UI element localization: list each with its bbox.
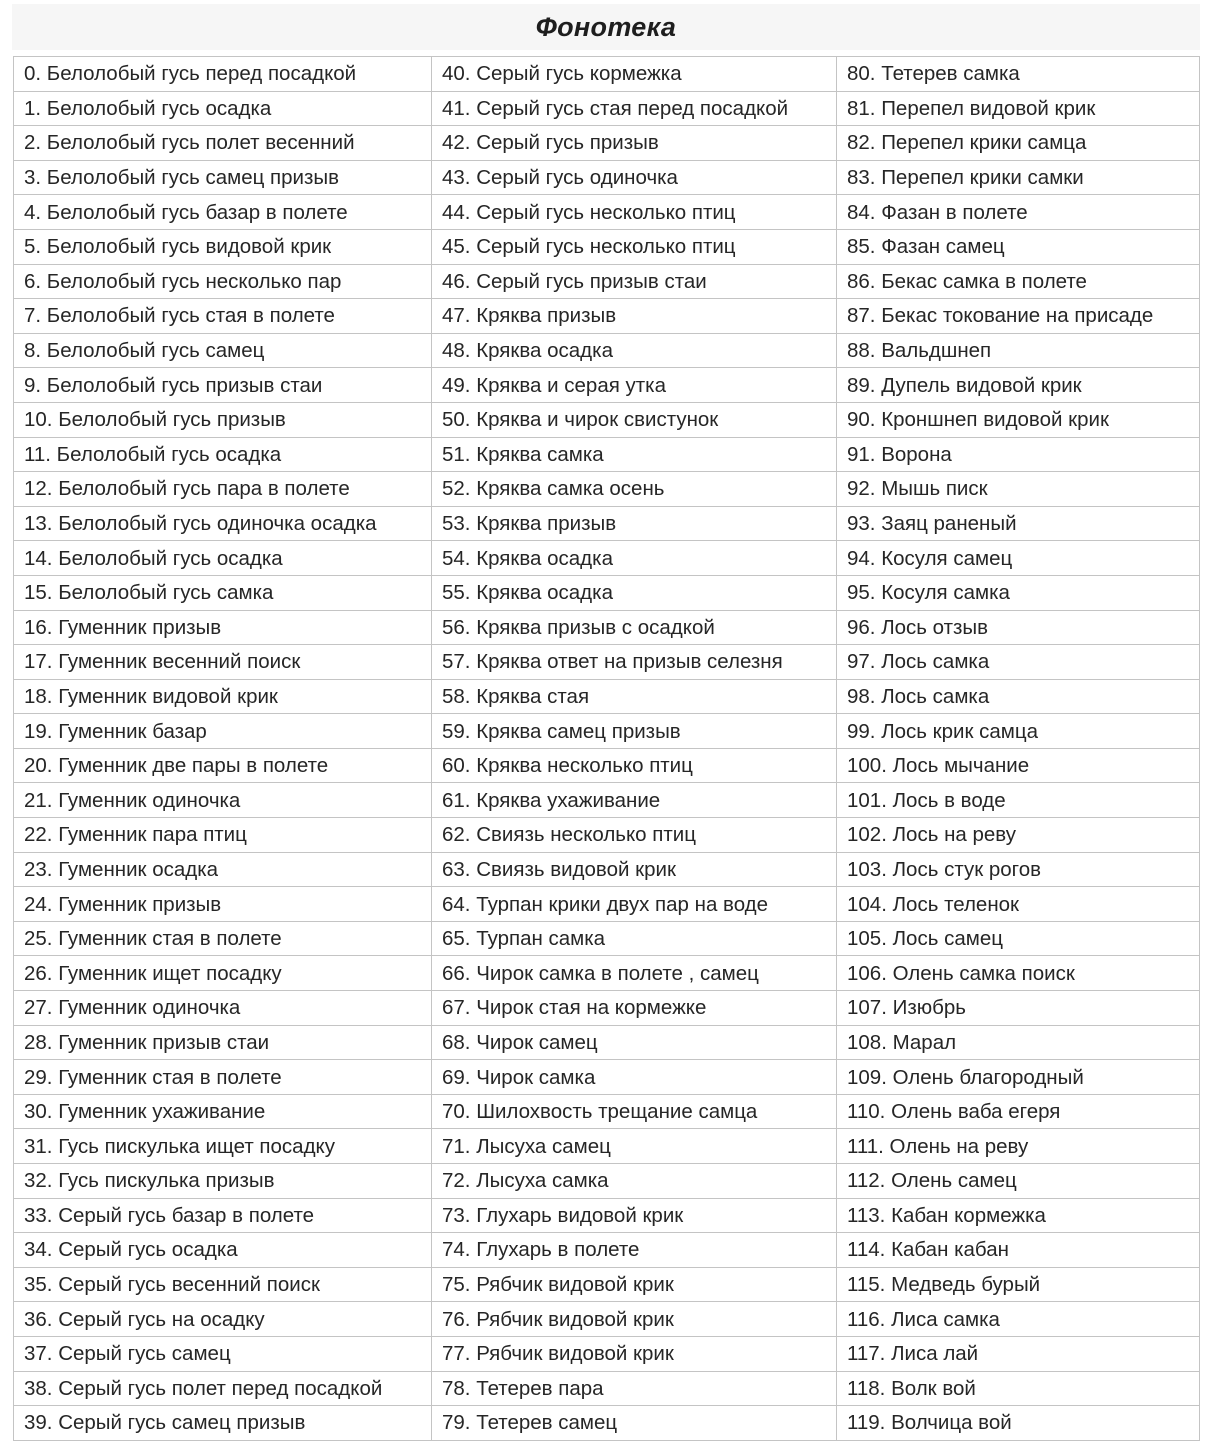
sound-entry: 58. Кряква стая [432, 679, 837, 714]
table-row [14, 783, 1200, 818]
sound-entry: 16. Гуменник призыв [14, 610, 432, 645]
sound-entry: 48. Кряква осадка [432, 333, 837, 368]
sound-entry: 79. Тетерев самец [432, 1406, 837, 1441]
table-row [14, 887, 1200, 922]
table-row [14, 91, 1200, 126]
sound-entry: 11. Белолобый гусь осадка [14, 437, 432, 472]
sound-entry: 88. Вальдшнеп [837, 333, 1200, 368]
sound-entry: 116. Лиса самка [837, 1302, 1200, 1337]
sound-entry: 33. Серый гусь базар в полете [14, 1198, 432, 1233]
sound-entry: 111. Олень на реву [837, 1129, 1200, 1164]
sound-entry: 112. Олень самец [837, 1164, 1200, 1199]
table-row [14, 126, 1200, 161]
table-row [14, 299, 1200, 334]
sound-entry: 105. Лось самец [837, 921, 1200, 956]
sound-library-table-wrap [13, 56, 1199, 1441]
sound-entry: 0. Белолобый гусь перед посадкой [14, 57, 432, 92]
sound-entry: 80. Тетерев самка [837, 57, 1200, 92]
table-row [14, 1336, 1200, 1371]
sound-entry: 2. Белолобый гусь полет весенний [14, 126, 432, 161]
table-row [14, 333, 1200, 368]
sound-entry: 94. Косуля самец [837, 541, 1200, 576]
sound-entry: 31. Гусь пискулька ищет посадку [14, 1129, 432, 1164]
sound-entry: 45. Серый гусь несколько птиц [432, 229, 837, 264]
table-row [14, 852, 1200, 887]
table-row [14, 1233, 1200, 1268]
sound-entry: 103. Лось стук рогов [837, 852, 1200, 887]
sound-entry: 83. Перепел крики самки [837, 160, 1200, 195]
sound-entry: 91. Ворона [837, 437, 1200, 472]
sound-entry: 84. Фазан в полете [837, 195, 1200, 230]
sound-entry: 52. Кряква самка осень [432, 472, 837, 507]
sound-entry: 75. Рябчик видовой крик [432, 1267, 837, 1302]
sound-entry: 26. Гуменник ищет посадку [14, 956, 432, 991]
sound-entry: 61. Кряква ухаживание [432, 783, 837, 818]
table-row [14, 541, 1200, 576]
sound-entry: 50. Кряква и чирок свистунок [432, 402, 837, 437]
table-row [14, 645, 1200, 680]
sound-entry: 100. Лось мычание [837, 748, 1200, 783]
sound-entry: 54. Кряква осадка [432, 541, 837, 576]
sound-entry: 92. Мышь писк [837, 472, 1200, 507]
sound-entry: 67. Чирок стая на кормежке [432, 991, 837, 1026]
sound-entry: 78. Тетерев пара [432, 1371, 837, 1406]
table-row [14, 1406, 1200, 1441]
sound-entry: 44. Серый гусь несколько птиц [432, 195, 837, 230]
table-row [14, 195, 1200, 230]
sound-entry: 63. Свиязь видовой крик [432, 852, 837, 887]
sound-entry: 21. Гуменник одиночка [14, 783, 432, 818]
sound-entry: 3. Белолобый гусь самец призыв [14, 160, 432, 195]
sound-entry: 19. Гуменник базар [14, 714, 432, 749]
table-row [14, 1164, 1200, 1199]
table-row [14, 679, 1200, 714]
sound-entry: 1. Белолобый гусь осадка [14, 91, 432, 126]
sound-entry: 110. Олень ваба егеря [837, 1094, 1200, 1129]
sound-entry: 69. Чирок самка [432, 1060, 837, 1095]
page-title: Фонотека [535, 11, 677, 42]
sound-entry: 24. Гуменник призыв [14, 887, 432, 922]
sound-entry: 8. Белолобый гусь самец [14, 333, 432, 368]
table-row [14, 610, 1200, 645]
table-row [14, 818, 1200, 853]
table-row [14, 1371, 1200, 1406]
table-row [14, 991, 1200, 1026]
table-row [14, 1198, 1200, 1233]
sound-entry: 17. Гуменник весенний поиск [14, 645, 432, 680]
table-row [14, 437, 1200, 472]
table-row [14, 714, 1200, 749]
sound-entry: 93. Заяц раненый [837, 506, 1200, 541]
sound-entry: 34. Серый гусь осадка [14, 1233, 432, 1268]
sound-entry: 49. Кряква и серая утка [432, 368, 837, 403]
sound-entry: 104. Лось теленок [837, 887, 1200, 922]
sound-entry: 59. Кряква самец призыв [432, 714, 837, 749]
sound-entry: 77. Рябчик видовой крик [432, 1336, 837, 1371]
sound-entry: 6. Белолобый гусь несколько пар [14, 264, 432, 299]
sound-entry: 51. Кряква самка [432, 437, 837, 472]
sound-entry: 89. Дупель видовой крик [837, 368, 1200, 403]
sound-entry: 109. Олень благородный [837, 1060, 1200, 1095]
sound-entry: 32. Гусь пискулька призыв [14, 1164, 432, 1199]
table-row [14, 1129, 1200, 1164]
sound-entry: 5. Белолобый гусь видовой крик [14, 229, 432, 264]
sound-entry: 72. Лысуха самка [432, 1164, 837, 1199]
table-row [14, 472, 1200, 507]
sound-entry: 37. Серый гусь самец [14, 1336, 432, 1371]
table-row [14, 402, 1200, 437]
sound-entry: 81. Перепел видовой крик [837, 91, 1200, 126]
table-row [14, 1267, 1200, 1302]
sound-entry: 14. Белолобый гусь осадка [14, 541, 432, 576]
title-bar [12, 4, 1200, 50]
sound-entry: 76. Рябчик видовой крик [432, 1302, 837, 1337]
sound-entry: 46. Серый гусь призыв стаи [432, 264, 837, 299]
sound-entry: 102. Лось на реву [837, 818, 1200, 853]
sound-entry: 25. Гуменник стая в полете [14, 921, 432, 956]
sound-entry: 82. Перепел крики самца [837, 126, 1200, 161]
sound-entry: 42. Серый гусь призыв [432, 126, 837, 161]
sound-entry: 10. Белолобый гусь призыв [14, 402, 432, 437]
sound-entry: 47. Кряква призыв [432, 299, 837, 334]
sound-entry: 35. Серый гусь весенний поиск [14, 1267, 432, 1302]
sound-entry: 115. Медведь бурый [837, 1267, 1200, 1302]
sound-entry: 12. Белолобый гусь пара в полете [14, 472, 432, 507]
sound-entry: 101. Лось в воде [837, 783, 1200, 818]
sound-entry: 56. Кряква призыв с осадкой [432, 610, 837, 645]
sound-entry: 53. Кряква призыв [432, 506, 837, 541]
table-row [14, 264, 1200, 299]
sound-entry: 22. Гуменник пара птиц [14, 818, 432, 853]
sound-entry: 13. Белолобый гусь одиночка осадка [14, 506, 432, 541]
sound-entry: 57. Кряква ответ на призыв селезня [432, 645, 837, 680]
sound-entry: 9. Белолобый гусь призыв стаи [14, 368, 432, 403]
sound-entry: 55. Кряква осадка [432, 575, 837, 610]
sound-entry: 98. Лось самка [837, 679, 1200, 714]
sound-entry: 86. Бекас самка в полете [837, 264, 1200, 299]
sound-entry: 27. Гуменник одиночка [14, 991, 432, 1026]
sound-entry: 20. Гуменник две пары в полете [14, 748, 432, 783]
table-row [14, 506, 1200, 541]
sound-entry: 29. Гуменник стая в полете [14, 1060, 432, 1095]
table-row [14, 229, 1200, 264]
table-row [14, 1094, 1200, 1129]
table-row [14, 160, 1200, 195]
sound-entry: 70. Шилохвость трещание самца [432, 1094, 837, 1129]
sound-entry: 36. Серый гусь на осадку [14, 1302, 432, 1337]
table-row [14, 748, 1200, 783]
sound-entry: 28. Гуменник призыв стаи [14, 1025, 432, 1060]
sound-entry: 4. Белолобый гусь базар в полете [14, 195, 432, 230]
sound-entry: 60. Кряква несколько птиц [432, 748, 837, 783]
sound-entry: 64. Турпан крики двух пар на воде [432, 887, 837, 922]
sound-entry: 62. Свиязь несколько птиц [432, 818, 837, 853]
sound-entry: 18. Гуменник видовой крик [14, 679, 432, 714]
sound-entry: 96. Лось отзыв [837, 610, 1200, 645]
sound-entry: 39. Серый гусь самец призыв [14, 1406, 432, 1441]
table-row [14, 1025, 1200, 1060]
table-row [14, 57, 1200, 92]
sound-entry: 85. Фазан самец [837, 229, 1200, 264]
sound-entry: 119. Волчица вой [837, 1406, 1200, 1441]
sound-entry: 30. Гуменник ухаживание [14, 1094, 432, 1129]
sound-entry: 43. Серый гусь одиночка [432, 160, 837, 195]
table-row [14, 368, 1200, 403]
sound-entry: 97. Лось самка [837, 645, 1200, 680]
sound-entry: 99. Лось крик самца [837, 714, 1200, 749]
table-row [14, 1060, 1200, 1095]
table-row [14, 575, 1200, 610]
sound-entry: 90. Кроншнеп видовой крик [837, 402, 1200, 437]
sound-entry: 117. Лиса лай [837, 1336, 1200, 1371]
sound-entry: 66. Чирок самка в полете , самец [432, 956, 837, 991]
sound-entry: 73. Глухарь видовой крик [432, 1198, 837, 1233]
sound-entry: 15. Белолобый гусь самка [14, 575, 432, 610]
sound-entry: 40. Серый гусь кормежка [432, 57, 837, 92]
sound-entry: 71. Лысуха самец [432, 1129, 837, 1164]
sound-entry: 74. Глухарь в полете [432, 1233, 837, 1268]
table-row [14, 1302, 1200, 1337]
sound-entry: 7. Белолобый гусь стая в полете [14, 299, 432, 334]
sound-entry: 108. Марал [837, 1025, 1200, 1060]
sound-entry: 65. Турпан самка [432, 921, 837, 956]
sound-entry: 114. Кабан кабан [837, 1233, 1200, 1268]
sound-entry: 23. Гуменник осадка [14, 852, 432, 887]
sound-entry: 95. Косуля самка [837, 575, 1200, 610]
sound-entry: 106. Олень самка поиск [837, 956, 1200, 991]
table-row [14, 921, 1200, 956]
table-row [14, 956, 1200, 991]
sound-entry: 38. Серый гусь полет перед посадкой [14, 1371, 432, 1406]
sound-entry: 68. Чирок самец [432, 1025, 837, 1060]
sound-entry: 118. Волк вой [837, 1371, 1200, 1406]
sound-entry: 107. Изюбрь [837, 991, 1200, 1026]
sound-entry: 87. Бекас токование на присаде [837, 299, 1200, 334]
sound-entry: 113. Кабан кормежка [837, 1198, 1200, 1233]
sound-library-table-body [14, 57, 1200, 1441]
sound-library-table [13, 56, 1200, 1441]
sound-entry: 41. Серый гусь стая перед посадкой [432, 91, 837, 126]
